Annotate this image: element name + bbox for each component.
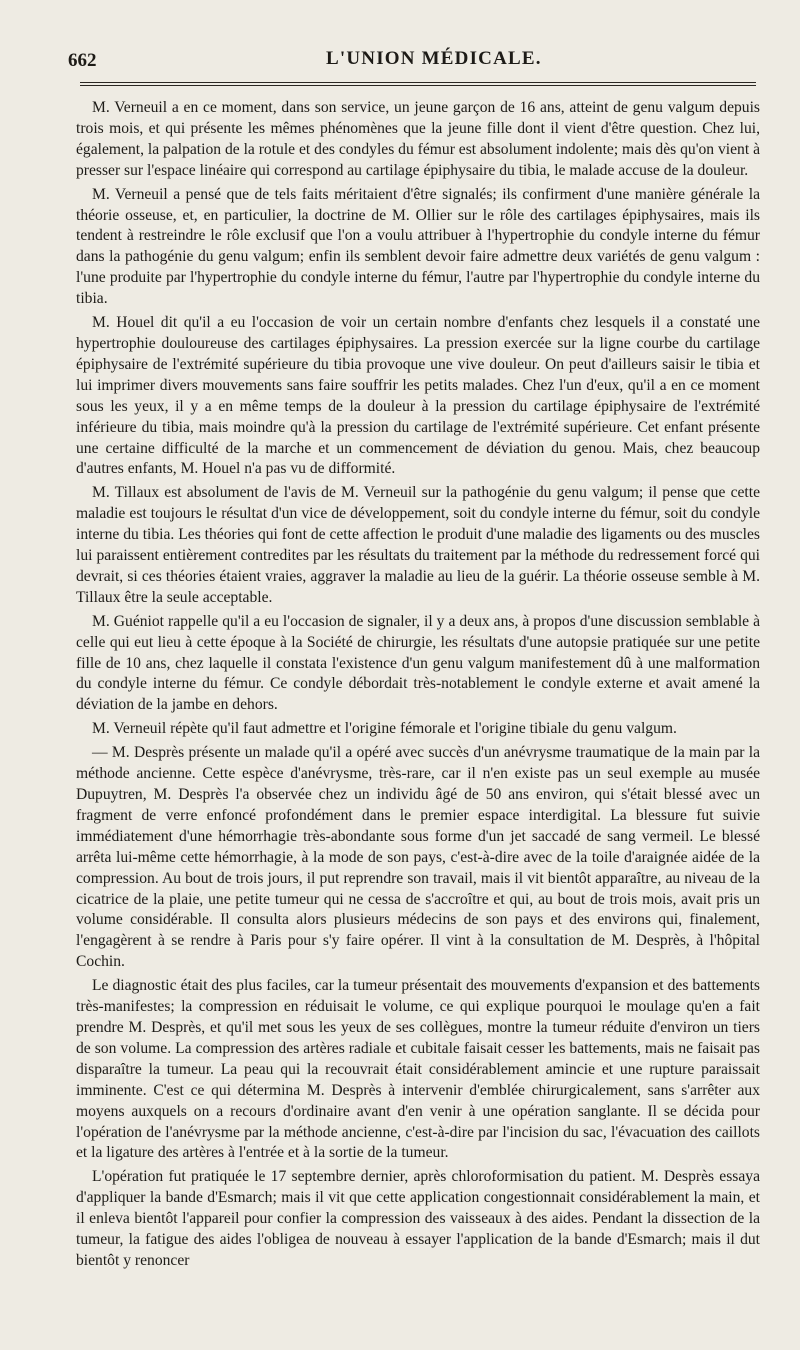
header-rule-secondary <box>80 85 756 86</box>
paragraph-houel: M. Houel dit qu'il a eu l'occasion de voir un certain nombre d'enfants chez lesquels il a constaté une hypertrophie douloureuse des cartilages épiphysaires. La pression exercée sur la ligne courbe du cartilage épiphysaire de l'extrémité supérieure du tibia provoque une vive douleur. On peut d'ailleurs saisir le tibia et lui imprimer divers mouvements sans faire souffrir les petits malades. Chez l'un d'eux, qu'il a en ce moment sous les yeux, il y a en même temps de la douleur à la pression du cartilage épiphysaire de l'extrémité inférieure du tibia, mais moindre qu'à la pression du cartilage de l'extrémité supérieure. Cet enfant présente une certaine difficulté de la marche et un commencement de déviation du genou. Mais, chez beaucoup d'autres enfants, M. Houel n'a pas vu de difformité. <box>76 314 760 478</box>
header-rule <box>80 82 756 83</box>
paragraph-tillaux: M. Tillaux est absolument de l'avis de M. Verneuil sur la pathogénie du genu valgum; il pense que cette maladie est toujours le résultat d'un vice de développement, soit du condyle interne du fémur, soit du condyle interne du tibia. Les théories qui font de cette affection le produit d'une maladie des ligaments ou des muscles lui paraissent entièrement contredites par les résultats du traitement par la méthode du redressement forcé qui devrait, si ces théories étaient vraies, aggraver la maladie au lieu de la guérir. La théorie osseuse semble à M. Tillaux être la seule acceptable. <box>76 484 760 606</box>
paragraph-diagnosis: Le diagnostic était des plus faciles, car la tumeur présentait des mouvements d'expansion et des battements très-manifestes; la compression en réduisait le volume, ce qui explique pourquoi le moulage qu'en a fait prendre M. Desprès, et qu'il met sous les yeux de ses collègues, montre la tumeur réduite d'environ un tiers de son volume. La compression des artères radiale et cubitale faisait cesser les battements, mais ne faisait pas disparaître la tumeur. La peau qui la recouvrait était considérablement amincie et une rupture paraissait imminente. C'est ce qui détermina M. Desprès à intervenir d'emblée chirurgicalement, sans s'arrêter aux moyens auxquels on a recours d'ordinaire avant d'en venir à une opération sanglante. Il se décida pour l'opération de l'anévrysme par la méthode ancienne, c'est-à-dire par l'incision du sac, l'évacuation des caillots et la ligature des artères à l'entrée et à la sortie de la tumeur. <box>76 977 760 1162</box>
page-header <box>68 38 760 74</box>
paragraph-despres-case: — M. Desprès présente un malade qu'il a opéré avec succès d'un anévrysme traumatique de la main par la méthode ancienne. Cette espèce d'anévrysme, très-rare, car il n'en existe pas un seul exemple au musée Dupuytren, M. Desprès l'a observée chez un individu âgé de 50 ans environ, qui s'était blessé avec un fragment de verre enfoncé profondément dans le premier espace interdigital. La blessure fut suivie immédiatement d'une hémorrhagie très-abondante sous forme d'un jet saccadé de sang vermeil. Le blessé arrêta lui-même cette hémorrhagie, à la mode de son pays, c'est-à-dire avec de la toile d'araignée aidée de la compression. Au bout de trois jours, il put reprendre son travail, mais il vit bientôt apparaître, au niveau de la cicatrice de la plaie, une petite tumeur qui ne cessa de s'accroître et qui, au bout de trois mois, avait pris un volume considérable. Il consulta alors plusieurs médecins de son pays et des environs qui, finalement, l'engagèrent à se rendre à Paris pour s'y faire opérer. Il vint à la consultation de M. Desprès, à l'hôpital Cochin. <box>76 744 760 971</box>
paragraph-operation: L'opération fut pratiquée le 17 septembre dernier, après chloroformisation du patient. M. Desprès essaya d'appliquer la bande d'Esmarch; mais il vit que cette application congestionnait considérablement la main, et il enleva bientôt l'appareil pour confier la compression des vaisseaux à des aides. Pendant la dissection de la tumeur, la fatigue des aides l'obligea de nouveau à essayer l'application de la bande d'Esmarch; mais il dut bientôt y renoncer <box>76 1168 760 1269</box>
paragraph-verneuil-reply: M. Verneuil répète qu'il faut admettre et l'origine fémorale et l'origine tibiale du genu valgum. <box>92 720 677 738</box>
body-text <box>76 98 760 1272</box>
page-number: 662 <box>68 50 97 71</box>
running-head: L'UNION MÉDICALE. <box>326 48 542 69</box>
paragraph-verneuil-theory: M. Verneuil a pensé que de tels faits méritaient d'être signalés; ils confirment d'une manière générale la théorie osseuse, et, en particulier, la doctrine de M. Ollier sur le rôle des cartilages épiphysaires, mais ils tendent à restreindre le rôle exclusif que l'on a voulu attribuer à l'hypertrophie du condyle interne du fémur dans la pathogénie du genu valgum; enfin ils semblent devoir faire admettre deux variétés de genu valgum : l'une produite par l'hypertrophie du condyle interne du fémur, l'autre par l'hypertrophie du condyle interne du tibia. <box>76 185 760 308</box>
paragraph-verneuil-case: M. Verneuil a en ce moment, dans son service, un jeune garçon de 16 ans, atteint de genu valgum depuis trois mois, et qui présente les mêmes phénomènes que la jeune fille dont il vient d'être question. Chez lui, également, la palpation de la rotule et des condyles du fémur est absolument indolente; mais dès qu'on vient à presser sur l'espace linéaire qui correspond au cartilage épiphysaire du tibia, le malade accuse de la douleur. <box>76 99 760 179</box>
paragraph-gueniot: M. Guéniot rappelle qu'il a eu l'occasion de signaler, il y a deux ans, à propos d'une discussion semblable à celle qui eut lieu à cette époque à la Société de chirurgie, les résultats d'une autopsie pratiquée sur une petite fille de 10 ans, chez laquelle il constata l'existence d'un genu valgum manifestement dû à une malformation du condyle interne du fémur. Ce condyle débordait très-notablement le condyle externe et avait amené la déviation de la jambe en dehors. <box>76 612 760 714</box>
